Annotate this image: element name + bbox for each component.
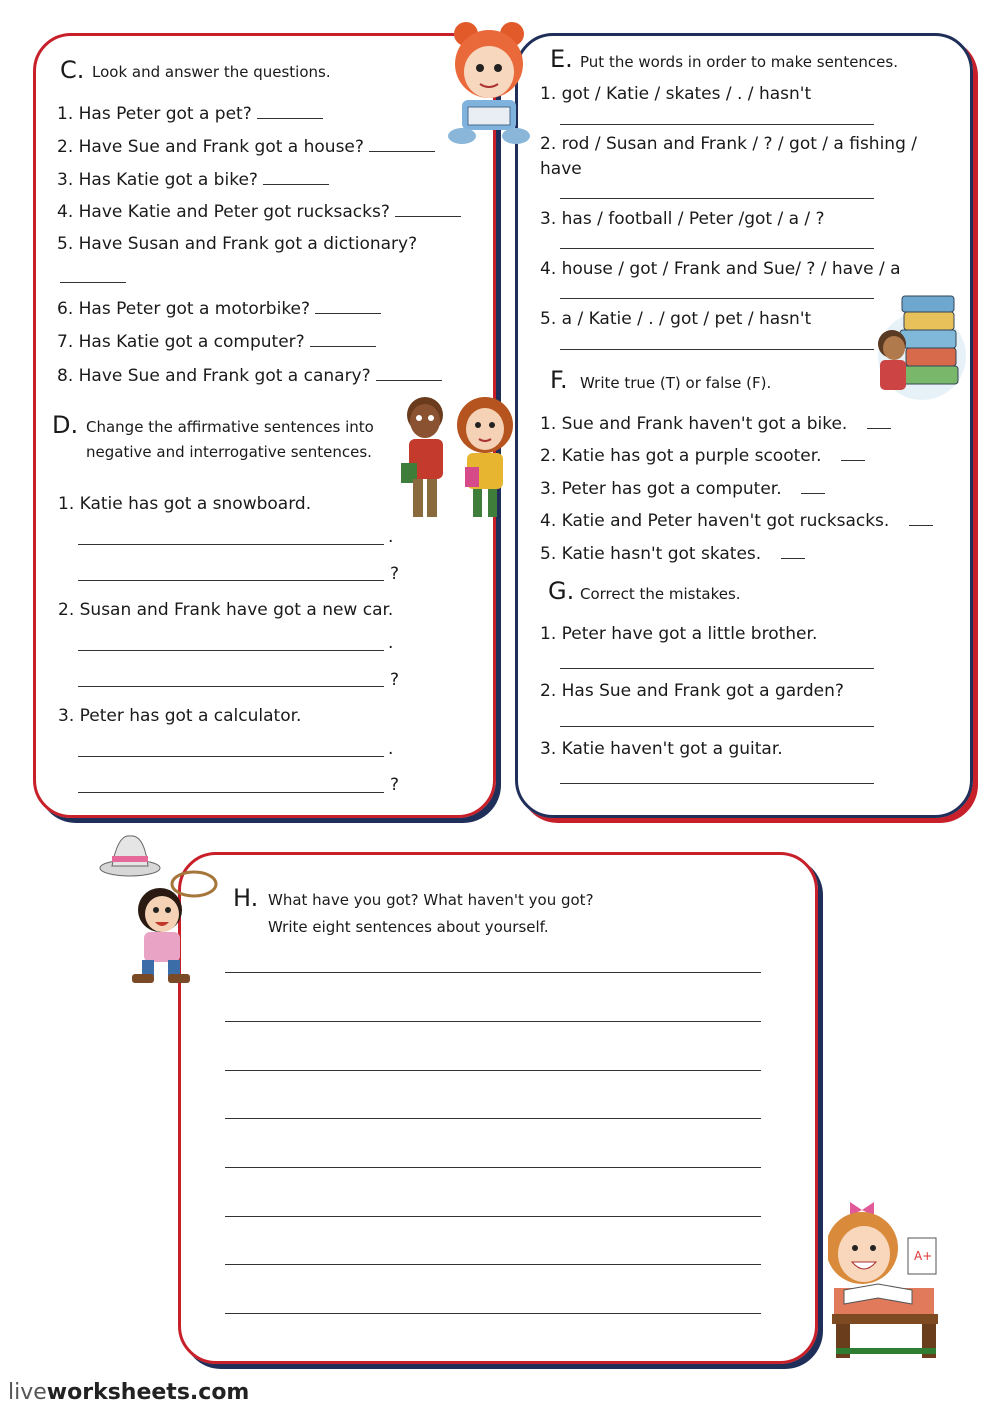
d-sentence-1: 1. Katie has got a snowboard.: [58, 494, 312, 514]
c-question-7: 7. Has Katie got a computer?: [57, 332, 376, 352]
f-item-5: 5. Katie hasn't got skates.: [540, 544, 805, 564]
h-answer-line-4[interactable]: [225, 1118, 761, 1119]
c-answer-6[interactable]: [315, 313, 381, 314]
g-item-2: 2. Has Sue and Frank got a garden?: [540, 681, 844, 701]
h-answer-line-5[interactable]: [225, 1167, 761, 1168]
d-sentence-3: 3. Peter has got a calculator.: [58, 706, 302, 726]
section-e-letter: E.: [550, 45, 573, 73]
d-negative-answer-2[interactable]: [78, 650, 384, 651]
d-period-3: .: [388, 739, 394, 759]
section-f-instruction: Write true (T) or false (F).: [580, 374, 772, 392]
f-answer-2[interactable]: [841, 460, 865, 461]
d-negative-answer-3[interactable]: [78, 756, 384, 757]
g-answer-1[interactable]: [560, 668, 874, 669]
d-question-answer-2[interactable]: [78, 686, 384, 687]
f-answer-1[interactable]: [867, 428, 891, 429]
e-item-5: 5. a / Katie / . / got / pet / hasn't: [540, 309, 812, 329]
c-answer-2[interactable]: [369, 151, 435, 152]
section-g-instruction: Correct the mistakes.: [580, 585, 741, 603]
girl-reading-icon: [432, 12, 544, 147]
girl-at-desk-icon: [828, 1192, 946, 1362]
section-f-letter: F.: [550, 366, 568, 394]
e-item-2-cont: have: [540, 159, 582, 179]
d-qmark-2: ?: [390, 670, 400, 690]
boy-with-books-icon: [872, 290, 972, 412]
g-answer-2[interactable]: [560, 726, 874, 727]
g-answer-3[interactable]: [560, 783, 874, 784]
h-answer-line-3[interactable]: [225, 1070, 761, 1071]
h-answer-line-1[interactable]: [225, 972, 761, 973]
section-d-instruction-1: Change the affirmative sentences into: [86, 418, 374, 436]
f-item-4: 4. Katie and Peter haven't got rucksacks.: [540, 511, 933, 531]
f-answer-5[interactable]: [781, 558, 805, 559]
d-sentence-2: 2. Susan and Frank have got a new car.: [58, 600, 394, 620]
f-item-3: 3. Peter has got a computer.: [540, 479, 825, 499]
h-answer-line-2[interactable]: [225, 1021, 761, 1022]
two-kids-icon: [395, 393, 523, 525]
section-c-instruction: Look and answer the questions.: [92, 63, 331, 81]
section-h-instruction-1: What have you got? What haven't you got?: [268, 891, 594, 909]
c-question-4: 4. Have Katie and Peter got rucksacks?: [57, 202, 461, 222]
h-answer-line-7[interactable]: [225, 1264, 761, 1265]
svg-text:A+: A+: [914, 1249, 933, 1263]
d-question-answer-3[interactable]: [78, 792, 384, 793]
section-d-letter: D.: [52, 411, 79, 439]
h-answer-line-8[interactable]: [225, 1313, 761, 1314]
d-question-answer-1[interactable]: [78, 580, 384, 581]
c-question-8: 8. Have Sue and Frank got a canary?: [57, 366, 442, 386]
e-item-1: 1. got / Katie / skates / . / hasn't: [540, 84, 812, 104]
c-answer-3[interactable]: [263, 184, 329, 185]
f-answer-3[interactable]: [801, 493, 825, 494]
e-answer-4[interactable]: [560, 298, 874, 299]
c-question-5: 5. Have Susan and Frank got a dictionary?: [57, 234, 418, 254]
e-answer-1[interactable]: [560, 124, 874, 125]
h-answer-line-6[interactable]: [225, 1216, 761, 1217]
e-item-3: 3. has / football / Peter /got / a / ?: [540, 209, 825, 229]
d-period-2: .: [388, 633, 394, 653]
section-d-instruction-2: negative and interrogative sentences.: [86, 443, 372, 461]
cowgirl-icon: [98, 828, 218, 986]
f-item-1: 1. Sue and Frank haven't got a bike.: [540, 414, 891, 434]
c-question-1: 1. Has Peter got a pet?: [57, 104, 323, 124]
section-h-instruction-2: Write eight sentences about yourself.: [268, 918, 549, 936]
d-qmark-3: ?: [390, 775, 400, 795]
c-question-6: 6. Has Peter got a motorbike?: [57, 299, 381, 319]
c-question-2: 2. Have Sue and Frank got a house?: [57, 137, 435, 157]
section-e-instruction: Put the words in order to make sentences.: [580, 53, 898, 71]
d-qmark-1: ?: [390, 564, 400, 584]
f-answer-4[interactable]: [909, 525, 933, 526]
section-g-letter: G.: [548, 577, 575, 605]
liveworksheets-logo[interactable]: liveworksheets.com: [8, 1380, 250, 1405]
e-answer-5[interactable]: [560, 349, 874, 350]
c-answer-4[interactable]: [395, 216, 461, 217]
d-period-1: .: [388, 527, 394, 547]
f-item-2: 2. Katie has got a purple scooter.: [540, 446, 865, 466]
d-negative-answer-1[interactable]: [78, 544, 384, 545]
c-answer-5[interactable]: [60, 282, 126, 283]
c-answer-7[interactable]: [310, 346, 376, 347]
c-question-3: 3. Has Katie got a bike?: [57, 170, 329, 190]
e-answer-3[interactable]: [560, 248, 874, 249]
c-answer-1[interactable]: [257, 118, 323, 119]
g-item-3: 3. Katie haven't got a guitar.: [540, 739, 783, 759]
section-c-letter: C.: [60, 56, 85, 84]
c-answer-8[interactable]: [376, 380, 442, 381]
section-h-letter: H.: [233, 884, 259, 912]
e-item-4: 4. house / got / Frank and Sue/ ? / have / a: [540, 259, 901, 279]
e-answer-2[interactable]: [560, 198, 874, 199]
e-item-2: 2. rod / Susan and Frank / ? / got / a fishing /: [540, 134, 918, 154]
g-item-1: 1. Peter have got a little brother.: [540, 624, 818, 644]
